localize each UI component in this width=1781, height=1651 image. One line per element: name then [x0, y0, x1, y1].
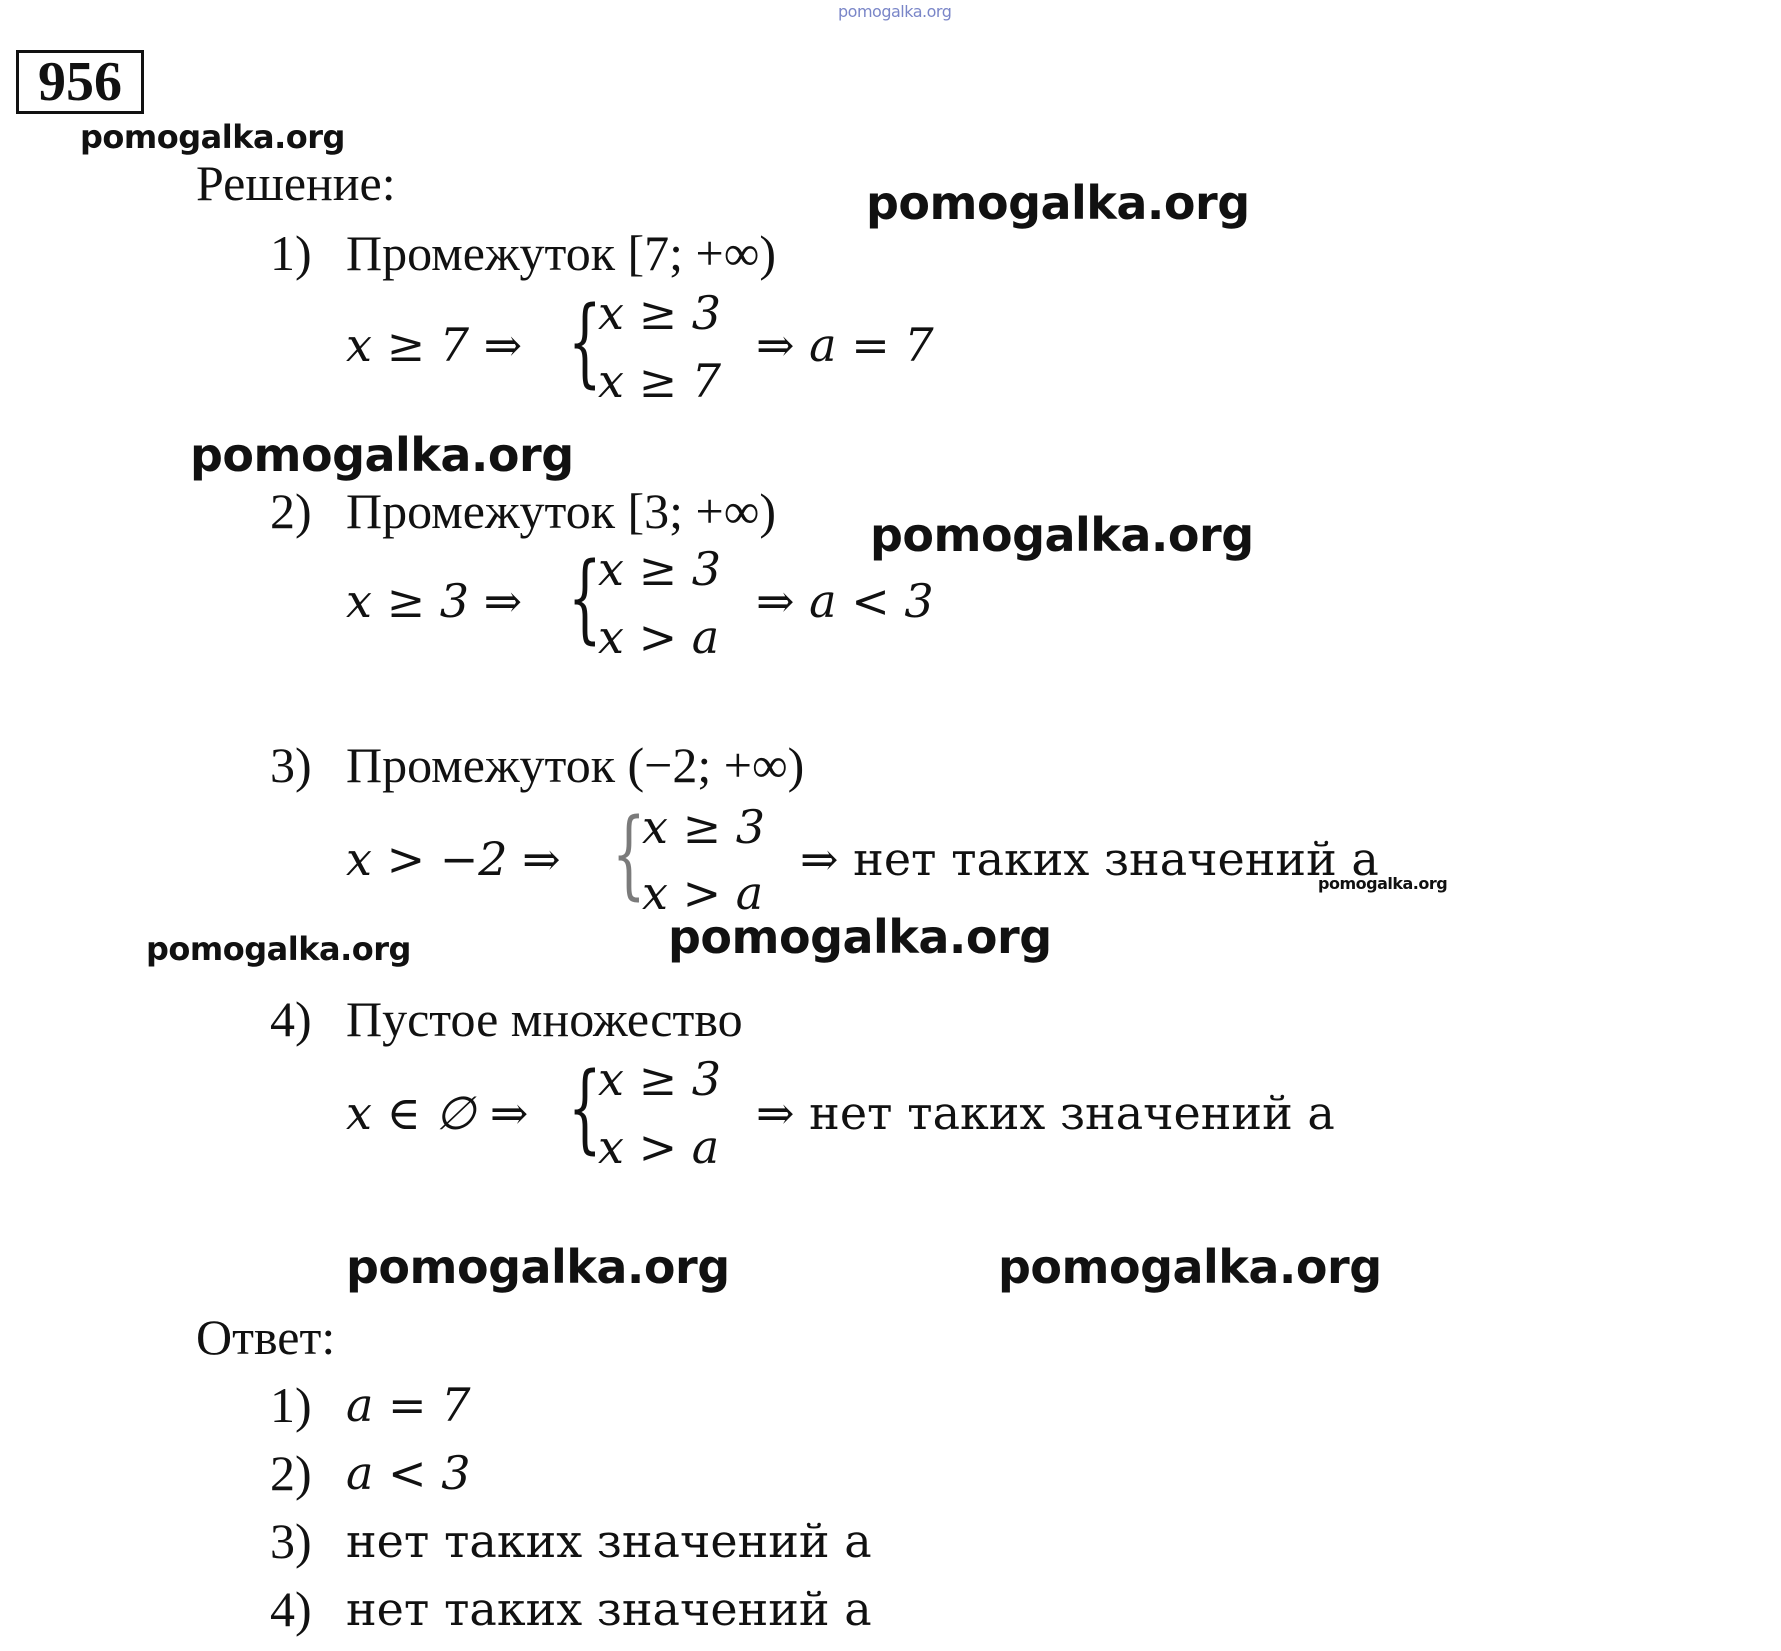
system-line: x ≥ 3	[598, 542, 721, 596]
problem-number: 956	[16, 50, 144, 114]
watermark: pomogalka.org	[866, 176, 1250, 230]
watermark: pomogalka.org	[346, 1240, 730, 1294]
premise: x ∈ ∅ ⇒	[346, 1086, 529, 1140]
answer-text: нет таких значений a	[346, 1514, 872, 1568]
result: ⇒ нет таких значений a	[756, 1086, 1335, 1140]
interval-label: Промежуток (−2; +∞)	[346, 737, 805, 793]
item-number: 3)	[270, 737, 312, 793]
system-line: x > a	[598, 1120, 720, 1174]
item-number: 1)	[270, 225, 312, 281]
premise: x > −2 ⇒	[346, 832, 561, 886]
system-line: x > a	[598, 610, 720, 664]
system-brace: {	[568, 1052, 602, 1164]
result: ⇒ a < 3	[756, 574, 934, 628]
watermark: pomogalka.org	[146, 930, 411, 968]
interval-label: Промежуток [7; +∞)	[346, 225, 777, 281]
answer-number: 3)	[270, 1513, 312, 1569]
system-brace: {	[568, 542, 602, 654]
watermark-top: pomogalka.org	[838, 2, 952, 21]
premise: x ≥ 3 ⇒	[346, 574, 523, 628]
watermark: pomogalka.org	[1318, 874, 1448, 893]
result: ⇒ a = 7	[756, 318, 934, 372]
solution-heading: Решение:	[196, 155, 396, 211]
result: ⇒ нет таких значений a	[800, 832, 1379, 886]
answer-number: 4)	[270, 1581, 312, 1637]
system-line: x ≥ 7	[598, 354, 721, 408]
watermark: pomogalka.org	[80, 118, 345, 156]
system-line: x > a	[642, 866, 764, 920]
interval-label: Промежуток [3; +∞)	[346, 483, 777, 539]
item-number: 4)	[270, 991, 312, 1047]
watermark: pomogalka.org	[998, 1240, 1382, 1294]
watermark: pomogalka.org	[190, 428, 574, 482]
system-line: x ≥ 3	[642, 800, 765, 854]
premise: x ≥ 7 ⇒	[346, 318, 523, 372]
system-line: x ≥ 3	[598, 1052, 721, 1106]
system-brace: {	[612, 798, 646, 910]
answer-number: 2)	[270, 1445, 312, 1501]
system-brace: {	[568, 286, 602, 398]
answer-text: a < 3	[346, 1446, 471, 1500]
system-line: x ≥ 3	[598, 286, 721, 340]
answer-number: 1)	[270, 1377, 312, 1433]
answer-text: нет таких значений a	[346, 1582, 872, 1636]
answer-text: a = 7	[346, 1378, 471, 1432]
watermark: pomogalka.org	[668, 910, 1052, 964]
watermark: pomogalka.org	[870, 508, 1254, 562]
item-number: 2)	[270, 483, 312, 539]
answer-heading: Ответ:	[196, 1309, 336, 1365]
interval-label: Пустое множество	[346, 991, 743, 1047]
